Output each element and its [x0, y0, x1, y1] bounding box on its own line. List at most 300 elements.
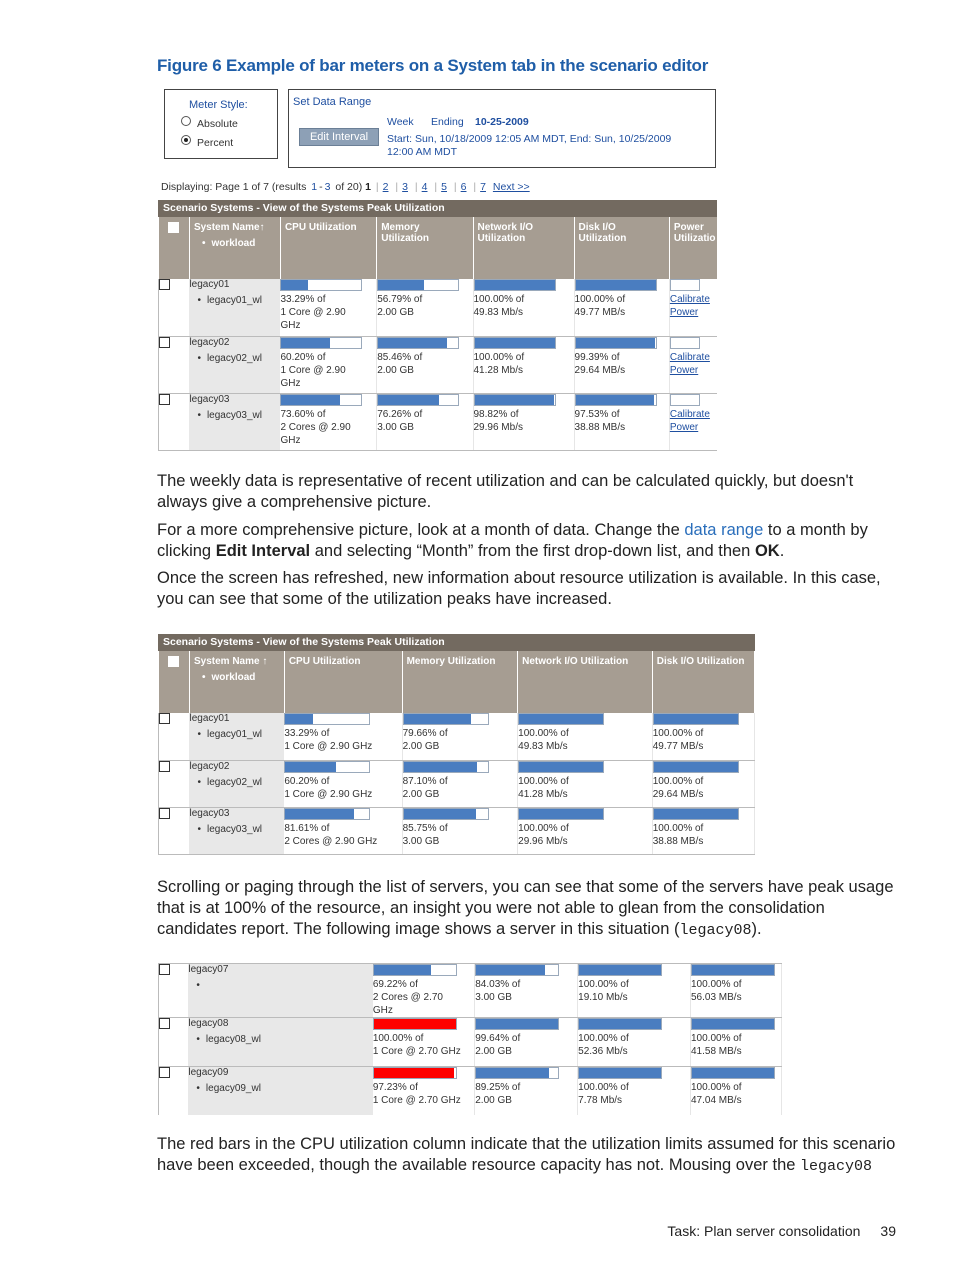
- page-number: 39: [880, 1223, 896, 1239]
- row-checkbox-cell: [159, 964, 189, 1018]
- meter-text: 1 Core @ 2.90 GHz: [284, 788, 373, 800]
- meter-text: 60.20% of: [284, 775, 330, 787]
- memory-meter: [402, 713, 518, 760]
- utilization-bar-fill: [519, 809, 603, 819]
- meter-text: 1 Core @ 2.90 GHz: [284, 741, 373, 752]
- meter-text: 100.00% of: [652, 775, 704, 787]
- meter-text: 99.39% of: [574, 351, 620, 363]
- meter-text: 56.79% of: [377, 294, 423, 305]
- utilization-bar: [578, 1018, 662, 1030]
- meter-text: 85.75% of: [402, 822, 448, 834]
- utilization-bar: [578, 964, 662, 976]
- network-meter: [518, 760, 653, 807]
- col-network[interactable]: Network I/O Utilization: [518, 651, 653, 713]
- utilization-bar-fill: [654, 714, 738, 724]
- memory-meter: [377, 336, 473, 393]
- utilization-bar: [518, 713, 604, 725]
- data-range-panel: [288, 89, 716, 168]
- utilization-bar: [691, 1018, 775, 1030]
- sort-up-icon: ↑: [259, 222, 265, 233]
- meter-text: 56.03 MB/s: [690, 992, 742, 1003]
- disk-meter: [690, 964, 781, 1018]
- row-checkbox-cell: [159, 807, 190, 854]
- meter-text: 100.00% of: [518, 775, 569, 787]
- utilization-bar-fill: [654, 809, 738, 819]
- meter-text: 38.88 MB/s: [574, 421, 626, 433]
- utilization-bar-fill: [374, 1019, 456, 1029]
- meter-text: GHz: [280, 320, 301, 331]
- paragraph-2: For a more comprehensive picture, look at a month of data. Change the data range to a month by clicking Edit Interval and selecting “Month” from the first drop-down list, and then OK.: [157, 521, 868, 560]
- col-memory[interactable]: Memory Utilization: [402, 651, 518, 713]
- meter-text: 3.00 GB: [377, 421, 414, 433]
- systems-grid: [158, 651, 755, 855]
- row-checkbox[interactable]: [159, 808, 170, 819]
- network-meter: [473, 393, 574, 450]
- meter-text: 100.00% of: [578, 979, 629, 990]
- meter-text: GHz: [280, 434, 301, 446]
- table-title: Scenario Systems - View of the Systems Peak Utilization: [158, 634, 755, 651]
- col-network[interactable]: Network I/O Utilization: [473, 217, 574, 279]
- workload-name: • legacy02_wl: [189, 777, 284, 788]
- network-meter: [473, 336, 574, 393]
- meter-text: 87.10% of: [402, 775, 448, 787]
- row-checkbox[interactable]: [159, 761, 170, 772]
- footer-title: Task: Plan server consolidation: [667, 1223, 861, 1239]
- utilization-bar: [280, 394, 362, 406]
- utilization-bar: [578, 1067, 662, 1079]
- row-checkbox-cell: [159, 760, 190, 807]
- radio-absolute[interactable]: [181, 116, 191, 126]
- calibrate-power-link[interactable]: Calibrate: [669, 294, 710, 305]
- page-link-5[interactable]: 5: [441, 181, 447, 193]
- system-name[interactable]: legacy03: [189, 807, 230, 819]
- utilization-bar-fill: [576, 338, 656, 348]
- workload-name: • legacy08_wl: [188, 1034, 372, 1045]
- row-checkbox[interactable]: [159, 394, 170, 405]
- radio-percent[interactable]: [181, 135, 191, 145]
- page-footer: [667, 1223, 896, 1239]
- meter-text: 2 Cores @ 2.70: [372, 992, 443, 1003]
- next-page-link[interactable]: Next >>: [492, 181, 530, 193]
- paging-range-start: 1: [311, 181, 318, 193]
- utilization-bar-fill: [281, 280, 308, 290]
- meter-text: 100.00% of: [652, 728, 704, 739]
- utilization-bar-fill: [579, 965, 661, 975]
- meter-text: 19.10 Mb/s: [578, 992, 628, 1003]
- meter-text: 1 Core @ 2.90: [280, 364, 346, 376]
- utilization-bar: [373, 1018, 457, 1030]
- power-cell: [669, 336, 717, 393]
- row-checkbox-cell: [159, 279, 190, 336]
- utilization-bar: [518, 808, 604, 820]
- utilization-bar-fill: [285, 762, 336, 772]
- col-workload: • workload: [194, 672, 280, 683]
- power-bar: [670, 279, 700, 291]
- cpu-meter: [373, 964, 475, 1018]
- system-name[interactable]: legacy09: [188, 1067, 229, 1078]
- table-row: [159, 279, 718, 336]
- row-checkbox[interactable]: [159, 1067, 170, 1078]
- meter-text: 7.78 Mb/s: [578, 1095, 623, 1106]
- row-checkbox-cell: [159, 713, 190, 760]
- disk-meter: [574, 279, 669, 336]
- paragraph-1: The weekly data is representative of recent utilization and can be calculated quickly, but doesn't always give a comprehensive picture.: [157, 472, 854, 511]
- utilization-bar: [653, 808, 739, 820]
- utilization-bar-fill: [475, 280, 555, 290]
- col-disk[interactable]: Disk I/O Utilization: [652, 651, 754, 713]
- sort-up-icon: ↑: [262, 656, 268, 667]
- meter-text: 49.83 Mb/s: [473, 307, 523, 318]
- col-cpu[interactable]: CPU Utilization: [284, 651, 402, 713]
- utilization-bar: [474, 337, 556, 349]
- meter-text: 47.04 MB/s: [690, 1095, 742, 1106]
- utilization-bar: [475, 964, 559, 976]
- row-checkbox[interactable]: [159, 279, 170, 290]
- workload-name: • legacy02_wl: [189, 353, 280, 364]
- select-all-checkbox[interactable]: [168, 656, 179, 667]
- col-power[interactable]: Power Utilizatio: [669, 217, 717, 279]
- period-label: Week: [387, 116, 414, 128]
- system-name[interactable]: legacy08: [188, 1018, 229, 1029]
- network-meter: [578, 964, 691, 1018]
- meter-text: 97.23% of: [372, 1082, 418, 1093]
- system-name-cell: [188, 964, 372, 1018]
- disk-meter: [690, 1018, 781, 1067]
- cpu-meter: [284, 713, 402, 760]
- paging-bar: Displaying: Page 1 of 7 (results 1 - 3 of 20) 1 | 2 | 3 | 4 | 5 | 6 | 7 Next >>: [161, 181, 530, 193]
- paging-total: of 20): [335, 181, 363, 193]
- workload-name: • legacy01_wl: [189, 729, 284, 740]
- col-system-name[interactable]: System Name ↑ • workload: [189, 651, 284, 713]
- network-meter: [578, 1018, 691, 1067]
- utilization-bar-fill: [281, 395, 340, 405]
- table-row: [159, 807, 755, 854]
- meter-text: 3.00 GB: [402, 835, 440, 847]
- memory-meter: [475, 1067, 578, 1116]
- utilization-bar-fill: [476, 965, 545, 975]
- page-link-2[interactable]: 2: [382, 181, 389, 193]
- meter-text: 2.00 GB: [377, 307, 414, 318]
- row-checkbox-cell: [159, 1067, 189, 1116]
- page-link-7[interactable]: 7: [480, 181, 486, 193]
- meter-text: 2.00 GB: [475, 1095, 512, 1106]
- utilization-bar: [403, 713, 489, 725]
- edit-interval-button[interactable]: Edit Interval: [299, 128, 379, 146]
- network-meter: [578, 1067, 691, 1116]
- col-disk[interactable]: Disk I/O Utilization: [574, 217, 669, 279]
- paragraph-4: Scrolling or paging through the list of servers, you can see that some of the servers have peak usage that is at 100% of the resource, an insight you were not able to glean from the consolidation candidates report. The following image shows a server in this situation (legacy08).: [157, 878, 894, 939]
- meter-text: 100.00% of: [473, 294, 525, 305]
- workload-name: [188, 980, 372, 991]
- meter-text: 73.60% of: [280, 408, 326, 420]
- disk-meter: [652, 760, 754, 807]
- utilization-bar-fill: [519, 714, 603, 724]
- utilization-bar-fill: [374, 965, 431, 975]
- meter-text: 100.00% of: [578, 1033, 629, 1044]
- memory-meter: [402, 760, 518, 807]
- data-range-link[interactable]: data range: [684, 521, 764, 539]
- utilization-bar-fill: [281, 338, 329, 348]
- meter-text: 1 Core @ 2.70 GHz: [372, 1095, 461, 1106]
- meter-text: 52.36 Mb/s: [578, 1046, 628, 1057]
- utilization-bar: [373, 1067, 457, 1079]
- system-name-cell: [188, 1018, 372, 1067]
- meter-text: 2 Cores @ 2.90 GHz: [284, 835, 378, 847]
- system-name-cell: [189, 760, 284, 807]
- paging-prefix: Displaying: Page 1 of 7 (results: [161, 181, 307, 193]
- meter-text: 2 Cores @ 2.90: [280, 421, 351, 433]
- col-memory[interactable]: Memory Utilization: [377, 217, 473, 279]
- col-system-name[interactable]: System Name↑ • workload: [189, 217, 280, 279]
- disk-meter: [574, 393, 669, 450]
- utilization-bar-fill: [692, 1068, 774, 1078]
- cpu-meter: [284, 807, 402, 854]
- utilization-bar: [280, 337, 362, 349]
- meter-text: 84.03% of: [475, 979, 521, 990]
- utilization-bar: [284, 713, 370, 725]
- utilization-bar: [575, 279, 657, 291]
- meter-text: 1 Core @ 2.90: [280, 307, 346, 318]
- paragraph-5: The red bars in the CPU utilization column indicate that the utilization limits assumed for this scenario have been exceeded, though the available resource capacity has not. Mousing over the legacy08: [157, 1135, 896, 1175]
- workload-name: • legacy03_wl: [189, 410, 280, 421]
- meter-text: 2.00 GB: [377, 364, 414, 376]
- system-name[interactable]: legacy01: [189, 713, 230, 724]
- utilization-bar-fill: [476, 1019, 558, 1029]
- meter-text: 60.20% of: [280, 351, 326, 363]
- ending-date: 10-25-2009: [475, 116, 529, 128]
- system-name[interactable]: legacy01: [189, 279, 230, 290]
- memory-meter: [377, 393, 473, 450]
- disk-meter: [652, 713, 754, 760]
- meter-text: 41.58 MB/s: [690, 1046, 742, 1057]
- table-row: [159, 1018, 782, 1067]
- calibrate-power-link[interactable]: Power: [669, 364, 699, 376]
- meter-text: 49.77 MB/s: [652, 741, 704, 752]
- workload-name: • legacy03_wl: [189, 824, 284, 835]
- inline-code: legacy08: [800, 1158, 873, 1175]
- power-cell: [669, 279, 717, 336]
- meter-style-title: Meter Style:: [189, 99, 248, 111]
- cpu-meter: [284, 760, 402, 807]
- meter-text: 38.88 MB/s: [652, 835, 704, 847]
- meter-text: 85.46% of: [377, 351, 423, 363]
- utilization-bar-fill: [285, 809, 354, 819]
- col-workload: • workload: [194, 238, 276, 249]
- cpu-meter: [280, 336, 376, 393]
- select-all-checkbox[interactable]: [168, 222, 179, 233]
- workload-name: • legacy01_wl: [189, 295, 280, 306]
- utilization-bar: [474, 279, 556, 291]
- table-row: [159, 1067, 782, 1116]
- row-checkbox-cell: [159, 393, 190, 450]
- paragraph-3: Once the screen has refreshed, new information about resource utilization is available. In this case, you can see that some of the utilization peaks have increased.: [157, 569, 881, 608]
- system-name-cell: [189, 279, 280, 336]
- table-row: [159, 964, 782, 1018]
- utilization-bar-fill: [378, 280, 423, 290]
- calibrate-power-link[interactable]: Power: [669, 421, 699, 433]
- range-line-1: Start: Sun, 10/18/2009 12:05 AM MDT, End: Sun, 10/25/2009: [387, 133, 672, 145]
- meter-text: 89.25% of: [475, 1082, 521, 1093]
- utilization-bar: [653, 713, 739, 725]
- page-link-6[interactable]: 6: [460, 181, 467, 193]
- meter-text: 100.00% of: [652, 822, 704, 834]
- row-checkbox[interactable]: [159, 713, 170, 724]
- calibrate-power-link[interactable]: Calibrate: [669, 408, 710, 420]
- meter-text: 2.00 GB: [475, 1046, 512, 1057]
- utilization-bar-fill: [576, 395, 654, 405]
- system-name[interactable]: legacy03: [189, 393, 230, 405]
- cpu-meter: [373, 1018, 475, 1067]
- meter-text: GHz: [280, 377, 301, 389]
- system-name[interactable]: legacy02: [189, 760, 230, 772]
- system-name-cell: [189, 713, 284, 760]
- calibrate-power-link[interactable]: Power: [669, 307, 699, 318]
- meter-text: 100.00% of: [690, 979, 742, 990]
- memory-meter: [402, 807, 518, 854]
- meter-text: 3.00 GB: [475, 992, 512, 1003]
- row-checkbox[interactable]: [159, 337, 170, 348]
- cpu-meter: [280, 279, 376, 336]
- utilization-bar-fill: [378, 338, 446, 348]
- utilization-bar-fill: [579, 1068, 661, 1078]
- power-cell: [669, 393, 717, 450]
- utilization-bar-fill: [692, 1019, 774, 1029]
- meter-text: 49.83 Mb/s: [518, 741, 568, 752]
- meter-style-panel: [164, 89, 278, 159]
- table-row: [159, 713, 755, 760]
- utilization-bar-fill: [692, 965, 774, 975]
- memory-meter: [475, 964, 578, 1018]
- row-checkbox[interactable]: [159, 1018, 170, 1029]
- page-link-3[interactable]: 3: [402, 181, 408, 193]
- meter-text: 29.96 Mb/s: [473, 421, 523, 433]
- utilization-bar: [284, 761, 370, 773]
- meter-text: 29.64 MB/s: [652, 788, 704, 800]
- meter-text: 100.00% of: [473, 351, 525, 363]
- disk-meter: [652, 807, 754, 854]
- meter-text: 29.96 Mb/s: [518, 835, 568, 847]
- meter-text: 69.22% of: [372, 979, 418, 990]
- system-name-cell: [189, 336, 280, 393]
- utilization-bar-fill: [476, 1068, 549, 1078]
- utilization-bar: [691, 964, 775, 976]
- paging-current: 1: [365, 181, 371, 193]
- radio-percent-label: Percent: [197, 137, 234, 149]
- calibrate-power-link[interactable]: Calibrate: [669, 351, 710, 363]
- utilization-bar-fill: [576, 280, 656, 290]
- disk-meter: [574, 336, 669, 393]
- meter-text: 100.00% of: [518, 728, 569, 739]
- utilization-bar-fill: [374, 1068, 454, 1078]
- meter-text: 99.64% of: [475, 1033, 521, 1044]
- system-name[interactable]: legacy07: [188, 964, 229, 975]
- radio-absolute-label: Absolute: [197, 118, 238, 130]
- figure-caption: Figure 6 Example of bar meters on a System tab in the scenario editor: [157, 56, 709, 75]
- system-name[interactable]: legacy02: [189, 336, 230, 348]
- utilization-bar: [284, 808, 370, 820]
- meter-text: 98.82% of: [473, 408, 519, 420]
- utilization-bar: [377, 279, 459, 291]
- utilization-bar: [691, 1067, 775, 1079]
- meter-text: 100.00% of: [372, 1033, 424, 1044]
- table-row: [159, 393, 718, 450]
- systems-table-month: [158, 634, 755, 857]
- system-name-cell: [188, 1067, 372, 1116]
- range-line-2: 12:00 AM MDT: [387, 146, 458, 158]
- row-checkbox-cell: [159, 1018, 189, 1067]
- utilization-bar: [377, 337, 459, 349]
- utilization-bar: [475, 1067, 559, 1079]
- meter-text: GHz: [372, 1005, 393, 1016]
- utilization-bar-fill: [404, 809, 476, 819]
- meter-text: 100.00% of: [518, 822, 569, 834]
- meter-text: 81.61% of: [284, 822, 330, 834]
- meter-text: 1 Core @ 2.70 GHz: [372, 1046, 461, 1057]
- utilization-bar: [373, 964, 457, 976]
- utilization-bar: [474, 394, 556, 406]
- utilization-bar-fill: [404, 762, 477, 772]
- meter-text: 100.00% of: [690, 1033, 742, 1044]
- power-bar: [670, 337, 700, 349]
- paging-dash: -: [319, 181, 323, 193]
- table-row: [159, 760, 755, 807]
- cpu-meter: [280, 393, 376, 450]
- ending-label: Ending: [431, 116, 464, 128]
- utilization-bar-fill: [378, 395, 439, 405]
- data-range-title: Set Data Range: [293, 96, 372, 108]
- inline-code: legacy08: [679, 922, 752, 939]
- network-meter: [518, 713, 653, 760]
- memory-meter: [377, 279, 473, 336]
- system-name-cell: [189, 807, 284, 854]
- table-row: [159, 336, 718, 393]
- row-checkbox-cell: [159, 336, 190, 393]
- utilization-bar: [518, 761, 604, 773]
- power-bar: [670, 394, 700, 406]
- utilization-bar-fill: [404, 714, 471, 724]
- page-link-4[interactable]: 4: [421, 181, 428, 193]
- systems-table-week: [158, 200, 717, 451]
- disk-meter: [690, 1067, 781, 1116]
- row-checkbox[interactable]: [159, 964, 170, 975]
- meter-text: 2.00 GB: [402, 788, 440, 800]
- utilization-bar-fill: [579, 1019, 661, 1029]
- meter-text: 41.28 Mb/s: [518, 788, 568, 800]
- utilization-bar: [475, 1018, 559, 1030]
- network-meter: [473, 279, 574, 336]
- cpu-meter: [373, 1067, 475, 1116]
- table-title: Scenario Systems - View of the Systems Peak Utilization: [158, 200, 717, 217]
- meter-text: 2.00 GB: [402, 741, 440, 752]
- utilization-bar: [653, 761, 739, 773]
- workload-name: • legacy09_wl: [188, 1083, 372, 1094]
- meter-text: 100.00% of: [574, 294, 626, 305]
- utilization-bar-fill: [654, 762, 738, 772]
- meter-text: 76.26% of: [377, 408, 423, 420]
- meter-text: 97.53% of: [574, 408, 620, 420]
- utilization-bar-fill: [475, 338, 555, 348]
- col-cpu[interactable]: CPU Utilization: [280, 217, 376, 279]
- systems-grid: [158, 217, 717, 451]
- system-name-cell: [189, 393, 280, 450]
- meter-text: 29.64 MB/s: [574, 364, 626, 376]
- utilization-bar-fill: [285, 714, 313, 724]
- meter-text: 100.00% of: [578, 1082, 629, 1093]
- meter-text: 33.29% of: [280, 294, 326, 305]
- network-meter: [518, 807, 653, 854]
- utilization-bar: [280, 279, 362, 291]
- utilization-bar: [575, 394, 657, 406]
